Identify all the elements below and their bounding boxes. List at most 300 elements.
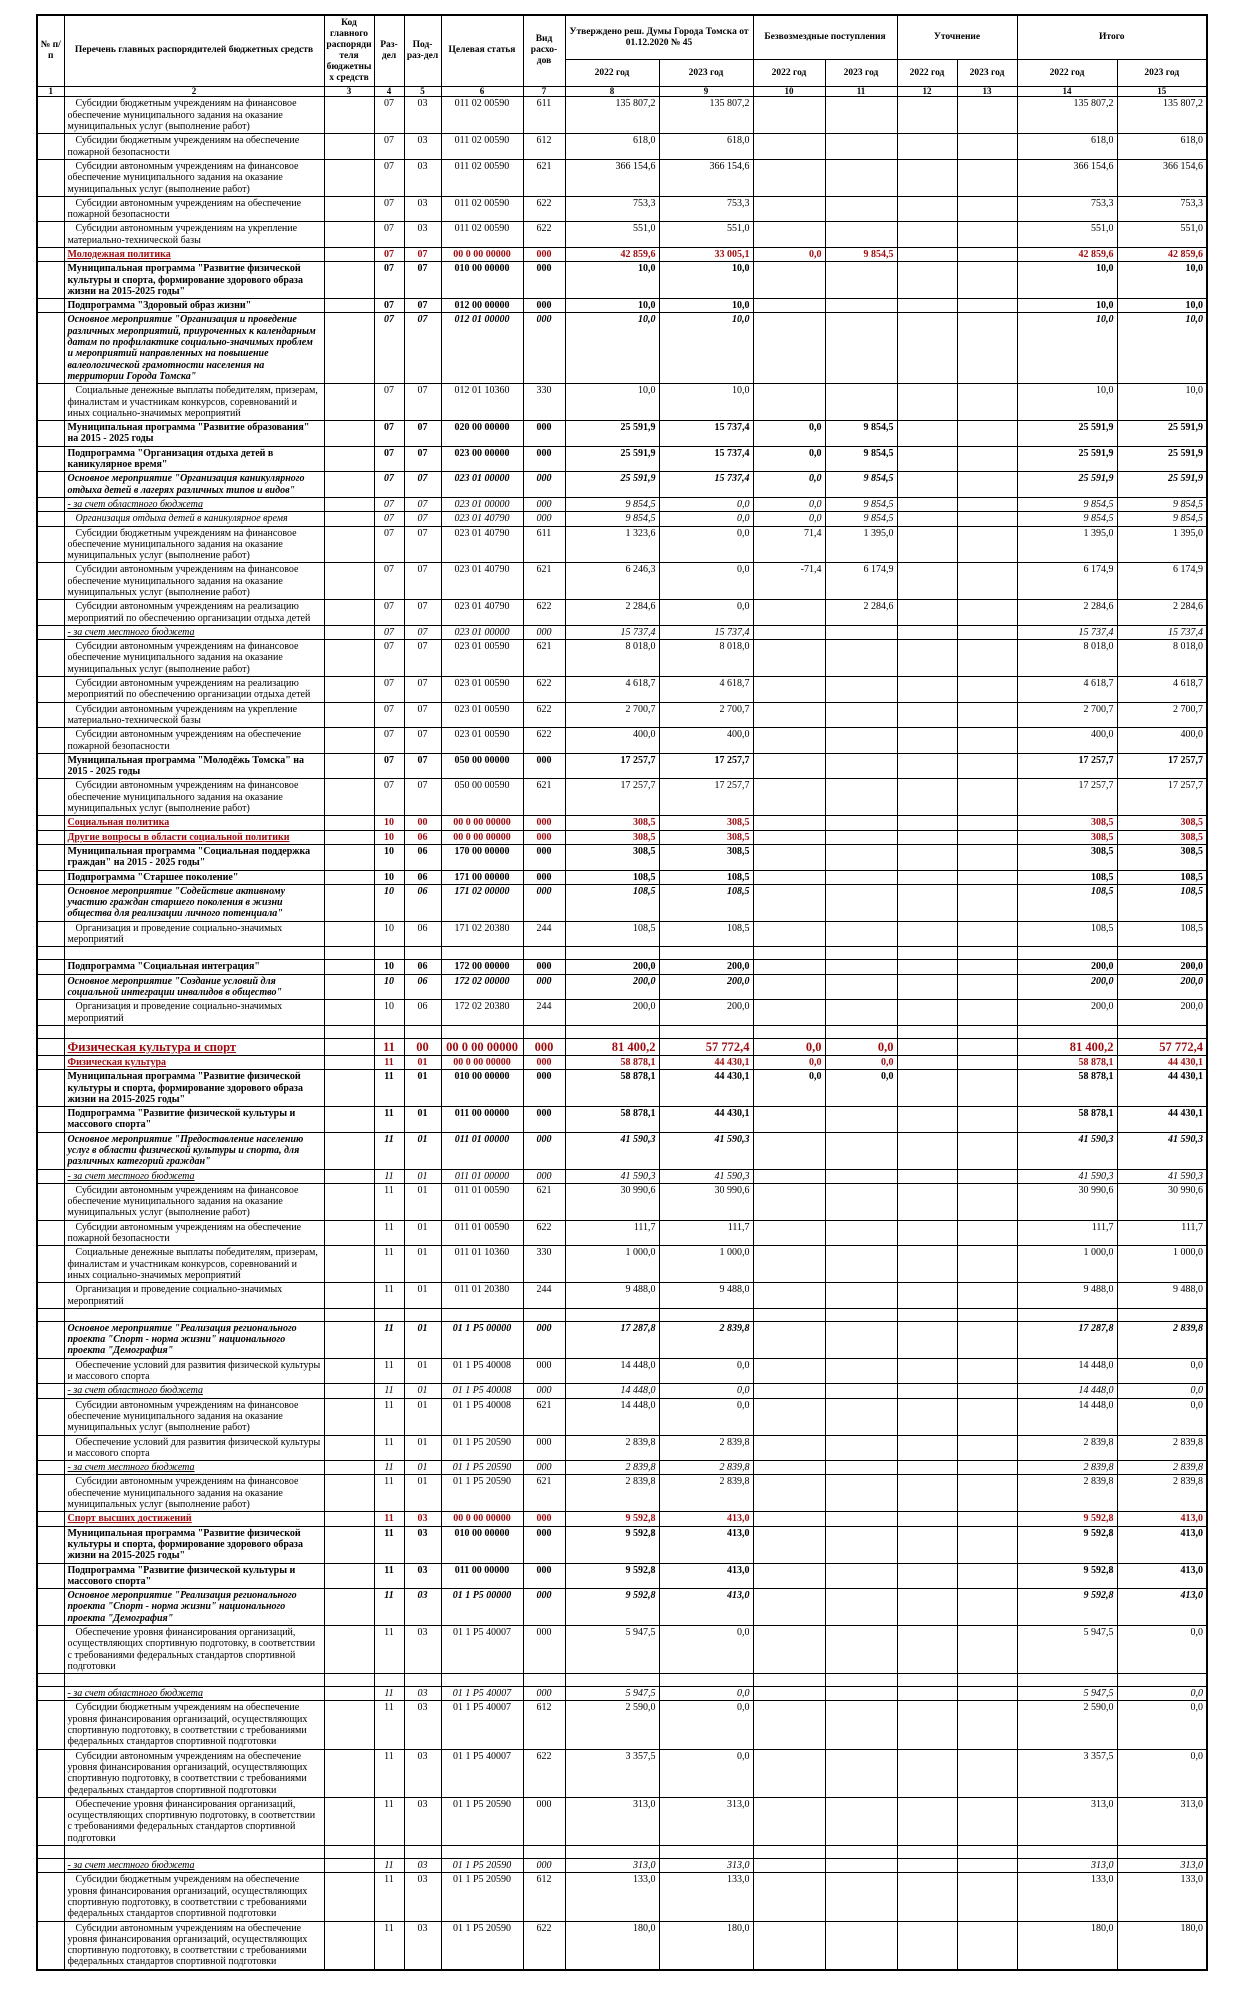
total-2022-value: 10,0: [1017, 384, 1117, 421]
row-number-cell: [37, 1461, 64, 1475]
total-2022-value: 5 947,5: [1017, 1625, 1117, 1673]
adjust-2022-value: [897, 1859, 957, 1873]
target-article-code: 023 01 40790: [441, 512, 523, 526]
grants-2022-value: [753, 702, 825, 728]
adjust-2023-value: [957, 816, 1017, 830]
grants-2022-value: 71,4: [753, 526, 825, 563]
grbs-code-cell: [324, 1674, 374, 1687]
grbs-code-cell: [324, 702, 374, 728]
grants-2023-value: [825, 1512, 897, 1526]
row-label: Субсидии автономным учреждениям на финансовое обеспечение муниципального задания на оказание муниципальных услуг (выполнение работ): [64, 159, 324, 196]
podrazdel-code: 07: [404, 526, 441, 563]
expense-type-code: 000: [523, 1461, 565, 1475]
target-article-code: 011 01 00000: [441, 1132, 523, 1169]
total-2022-value: 10,0: [1017, 262, 1117, 299]
grants-2022-value: [753, 1687, 825, 1701]
podrazdel-code: 01: [404, 1283, 441, 1309]
table-row: [37, 830, 1207, 844]
total-2022-value: 108,5: [1017, 870, 1117, 884]
total-2023-value: 200,0: [1117, 974, 1207, 1000]
grants-2022-value: [753, 1358, 825, 1384]
total-2023-value: 44 430,1: [1117, 1055, 1207, 1069]
grants-2023-value: [825, 921, 897, 947]
podrazdel-code: 01: [404, 1358, 441, 1384]
adjust-2022-value: [897, 1358, 957, 1384]
grbs-code-cell: [324, 1321, 374, 1358]
expense-type-code: 621: [523, 563, 565, 600]
grbs-code-cell: [324, 1358, 374, 1384]
approved-2022-value: 9 592,8: [565, 1512, 659, 1526]
adjust-2023-value: [957, 1797, 1017, 1845]
adjust-2023-value: [957, 1749, 1017, 1797]
podrazdel-code: 03: [404, 1625, 441, 1673]
total-2023-value: 25 591,9: [1117, 446, 1207, 472]
table-row: [37, 446, 1207, 472]
approved-2023-value: 200,0: [659, 1000, 753, 1026]
expense-type-code: 000: [523, 1512, 565, 1526]
grants-2022-value: [753, 779, 825, 816]
row-label: Подпрограмма "Развитие физической культуры и массового спорта": [64, 1563, 324, 1589]
grants-2023-value: [825, 1687, 897, 1701]
total-2023-value: 413,0: [1117, 1526, 1207, 1563]
approved-2023-value: 0,0: [659, 600, 753, 626]
table-row: [37, 702, 1207, 728]
razdel-code: 07: [374, 262, 404, 299]
grants-2023-value: [825, 870, 897, 884]
podrazdel-code: 06: [404, 1000, 441, 1026]
adjust-2022-value: [897, 1475, 957, 1512]
grants-2023-value: [825, 1169, 897, 1183]
approved-2022-value: 2 700,7: [565, 702, 659, 728]
grants-2023-value: [825, 1435, 897, 1461]
adjust-2022-header: 2022 год: [897, 60, 957, 86]
target-article-code: 01 1 P5 40007: [441, 1701, 523, 1749]
expense-type-code: 621: [523, 779, 565, 816]
total-2022-value: 58 878,1: [1017, 1107, 1117, 1133]
table-row: [37, 884, 1207, 921]
adjust-2023-header: 2023 год: [957, 60, 1017, 86]
target-article-code: 010 00 00000: [441, 1526, 523, 1563]
row-label: Основное мероприятие "Создание условий для социальной интеграции инвалидов в общество": [64, 974, 324, 1000]
expense-type-code: 000: [523, 1625, 565, 1673]
approved-2023-value: 15 737,4: [659, 421, 753, 447]
podrazdel-code: 07: [404, 563, 441, 600]
razdel-code: 07: [374, 222, 404, 248]
razdel-code: 07: [374, 600, 404, 626]
grants-2023-value: [825, 159, 897, 196]
total-2023-value: 413,0: [1117, 1512, 1207, 1526]
razdel-code: 07: [374, 526, 404, 563]
adjust-2023-value: [957, 421, 1017, 447]
row-label: Физическая культура: [64, 1055, 324, 1069]
col-header-expense-type: Вид расхо-дов: [523, 15, 565, 86]
expense-type-code: 622: [523, 196, 565, 222]
total-2023-value: 753,3: [1117, 196, 1207, 222]
razdel-code: 10: [374, 870, 404, 884]
razdel-code: 07: [374, 196, 404, 222]
approved-2022-value: 81 400,2: [565, 1038, 659, 1055]
grbs-code-cell: [324, 526, 374, 563]
row-label: - за счет областного бюджета: [64, 1687, 324, 1701]
total-2023-value: 2 284,6: [1117, 600, 1207, 626]
grants-2023-value: [825, 1384, 897, 1398]
total-2023-value: 180,0: [1117, 1921, 1207, 1970]
target-article-code: 011 01 20380: [441, 1283, 523, 1309]
table-row: [37, 974, 1207, 1000]
grbs-code-cell: [324, 779, 374, 816]
razdel-code: 11: [374, 1625, 404, 1673]
razdel-code: 07: [374, 159, 404, 196]
total-2023-value: 10,0: [1117, 262, 1207, 299]
total-2023-value: 308,5: [1117, 830, 1207, 844]
adjust-2023-value: [957, 134, 1017, 160]
row-number-cell: [37, 384, 64, 421]
podrazdel-code: 01: [404, 1220, 441, 1246]
adjust-2022-value: [897, 779, 957, 816]
expense-type-code: 330: [523, 384, 565, 421]
total-2022-value: 41 590,3: [1017, 1169, 1117, 1183]
adjust-2023-value: [957, 1398, 1017, 1435]
grbs-code-cell: [324, 1461, 374, 1475]
razdel-code: 10: [374, 960, 404, 974]
razdel-code: 07: [374, 446, 404, 472]
adjust-2023-value: [957, 446, 1017, 472]
table-row: [37, 512, 1207, 526]
expense-type-code: 000: [523, 1132, 565, 1169]
razdel-code: 07: [374, 640, 404, 677]
col-header-podrazdel: Под-раз-дел: [404, 15, 441, 86]
total-2022-value: [1017, 1308, 1117, 1321]
approved-2022-value: 200,0: [565, 1000, 659, 1026]
razdel-code: [374, 1308, 404, 1321]
approved-2023-value: 200,0: [659, 974, 753, 1000]
razdel-code: 11: [374, 1246, 404, 1283]
expense-type-code: 000: [523, 870, 565, 884]
table-row: [37, 134, 1207, 160]
table-row: [37, 1398, 1207, 1435]
adjust-2022-value: [897, 640, 957, 677]
adjust-2022-value: [897, 1398, 957, 1435]
grbs-code-cell: [324, 1526, 374, 1563]
podrazdel-code: 01: [404, 1435, 441, 1461]
razdel-code: 10: [374, 884, 404, 921]
row-label: Подпрограмма "Здоровый образ жизни": [64, 299, 324, 313]
approved-2023-value: [659, 1025, 753, 1038]
adjust-2022-value: [897, 472, 957, 498]
table-row: [37, 247, 1207, 261]
approved-2023-value: 753,3: [659, 196, 753, 222]
adjust-2022-value: [897, 421, 957, 447]
approved-2023-value: 44 430,1: [659, 1070, 753, 1107]
razdel-code: 11: [374, 1220, 404, 1246]
adjust-2022-value: [897, 446, 957, 472]
column-number: 5: [404, 86, 441, 97]
approved-2022-value: 10,0: [565, 262, 659, 299]
approved-2023-value: 10,0: [659, 299, 753, 313]
target-article-code: 023 01 40790: [441, 563, 523, 600]
grbs-code-cell: [324, 497, 374, 511]
approved-2023-value: 41 590,3: [659, 1132, 753, 1169]
table-row: [37, 1169, 1207, 1183]
approved-2023-value: 308,5: [659, 844, 753, 870]
grbs-code-cell: [324, 247, 374, 261]
grbs-code-cell: [324, 1220, 374, 1246]
total-2023-value: 57 772,4: [1117, 1038, 1207, 1055]
grbs-code-cell: [324, 1921, 374, 1970]
grants-2023-value: [825, 779, 897, 816]
target-article-code: 01 1 P5 00000: [441, 1589, 523, 1626]
podrazdel-code: 01: [404, 1384, 441, 1398]
adjust-2023-value: [957, 299, 1017, 313]
grants-2023-value: [825, 1398, 897, 1435]
razdel-code: 11: [374, 1435, 404, 1461]
table-row: [37, 497, 1207, 511]
approved-2022-value: 2 839,8: [565, 1435, 659, 1461]
row-number-cell: [37, 1169, 64, 1183]
total-2023-value: 2 839,8: [1117, 1475, 1207, 1512]
target-article-code: 011 00 00000: [441, 1107, 523, 1133]
row-label: Социальные денежные выплаты победителям, призерам, финалистам и участникам конкурсов, соревнований и иных социально-значимых мероприятий: [64, 1246, 324, 1283]
podrazdel-code: 07: [404, 472, 441, 498]
expense-type-code: 621: [523, 1475, 565, 1512]
expense-type-code: 622: [523, 1749, 565, 1797]
grants-2023-value: [825, 1859, 897, 1873]
grants-2022-value: [753, 1283, 825, 1309]
razdel-code: [374, 1846, 404, 1859]
target-article-code: 011 02 00590: [441, 159, 523, 196]
expense-type-code: 621: [523, 1183, 565, 1220]
grbs-code-cell: [324, 97, 374, 134]
column-number: 8: [565, 86, 659, 97]
total-2022-value: 9 854,5: [1017, 512, 1117, 526]
grants-2022-value: 0,0: [753, 446, 825, 472]
grants-2023-value: [825, 884, 897, 921]
grants-2023-value: [825, 974, 897, 1000]
row-number-cell: [37, 1846, 64, 1859]
approved-2022-value: 58 878,1: [565, 1055, 659, 1069]
approved-2022-value: 10,0: [565, 384, 659, 421]
column-number: 1: [37, 86, 64, 97]
approved-2022-value: 25 591,9: [565, 472, 659, 498]
total-2023-value: [1117, 1674, 1207, 1687]
table-row: [37, 1070, 1207, 1107]
spacer-row: [37, 1308, 1207, 1321]
grants-2022-value: [753, 1384, 825, 1398]
podrazdel-code: 06: [404, 830, 441, 844]
row-number-cell: [37, 1055, 64, 1069]
adjust-2022-value: [897, 222, 957, 248]
row-label: Подпрограмма "Развитие физической культуры и массового спорта": [64, 1107, 324, 1133]
row-number-cell: [37, 1283, 64, 1309]
row-number-cell: [37, 1563, 64, 1589]
approved-2023-value: 10,0: [659, 262, 753, 299]
adjust-2023-value: [957, 921, 1017, 947]
spacer-row: [37, 1674, 1207, 1687]
total-2023-value: 551,0: [1117, 222, 1207, 248]
table-row: [37, 844, 1207, 870]
target-article-code: 171 00 00000: [441, 870, 523, 884]
row-number-cell: [37, 97, 64, 134]
razdel-code: 11: [374, 1589, 404, 1626]
adjust-2023-value: [957, 1107, 1017, 1133]
row-number-cell: [37, 728, 64, 754]
grbs-code-cell: [324, 1384, 374, 1398]
adjust-2022-value: [897, 1038, 957, 1055]
row-number-cell: [37, 1526, 64, 1563]
expense-type-code: 000: [523, 1055, 565, 1069]
row-number-cell: [37, 247, 64, 261]
table-row: [37, 753, 1207, 779]
grants-2023-value: [825, 1921, 897, 1970]
row-label: Спорт высших достижений: [64, 1512, 324, 1526]
row-number-cell: [37, 1701, 64, 1749]
approved-2022-value: 9 854,5: [565, 497, 659, 511]
podrazdel-code: 03: [404, 134, 441, 160]
approved-2023-value: 413,0: [659, 1563, 753, 1589]
table-row: [37, 526, 1207, 563]
grants-2022-value: [753, 600, 825, 626]
grbs-code-cell: [324, 1169, 374, 1183]
total-2023-value: 4 618,7: [1117, 677, 1207, 703]
grbs-code-cell: [324, 1873, 374, 1921]
grants-2022-value: [753, 1859, 825, 1873]
column-number: 11: [825, 86, 897, 97]
adjust-2023-value: [957, 728, 1017, 754]
row-label: Основное мероприятие "Реализация регионального проекта "Спорт - норма жизни" национального проекта "Демография": [64, 1589, 324, 1626]
grbs-code-cell: [324, 1687, 374, 1701]
approved-2023-value: 413,0: [659, 1589, 753, 1626]
target-article-code: 010 00 00000: [441, 262, 523, 299]
razdel-code: 11: [374, 1475, 404, 1512]
razdel-code: 11: [374, 1055, 404, 1069]
total-2022-value: 14 448,0: [1017, 1384, 1117, 1398]
adjust-2022-value: [897, 526, 957, 563]
grbs-code-cell: [324, 600, 374, 626]
target-article-code: 011 01 00590: [441, 1220, 523, 1246]
adjust-2023-value: [957, 960, 1017, 974]
adjust-2022-value: [897, 1873, 957, 1921]
total-2022-value: 2 839,8: [1017, 1475, 1117, 1512]
adjust-2023-value: [957, 313, 1017, 384]
column-number: 2: [64, 86, 324, 97]
total-2023-value: 25 591,9: [1117, 472, 1207, 498]
total-2022-value: 14 448,0: [1017, 1358, 1117, 1384]
target-article-code: 012 01 10360: [441, 384, 523, 421]
expense-type-code: 330: [523, 1246, 565, 1283]
row-label: Муниципальная программа "Социальная поддержка граждан" на 2015 - 2025 годы": [64, 844, 324, 870]
podrazdel-code: 06: [404, 960, 441, 974]
total-2023-value: 9 854,5: [1117, 512, 1207, 526]
adjust-2023-value: [957, 1321, 1017, 1358]
table-row: [37, 1283, 1207, 1309]
approved-2022-value: 2 839,8: [565, 1461, 659, 1475]
razdel-code: [374, 1674, 404, 1687]
adjust-2023-value: [957, 1183, 1017, 1220]
total-2023-value: 308,5: [1117, 816, 1207, 830]
razdel-code: 10: [374, 921, 404, 947]
grants-2022-value: [753, 1625, 825, 1673]
total-2023-value: 25 591,9: [1117, 421, 1207, 447]
total-2022-value: 313,0: [1017, 1797, 1117, 1845]
podrazdel-code: 03: [404, 1797, 441, 1845]
total-2023-value: 135 807,2: [1117, 97, 1207, 134]
grants-2022-value: [753, 844, 825, 870]
adjust-2022-value: [897, 1461, 957, 1475]
grants-2023-value: [825, 844, 897, 870]
table-row: [37, 1921, 1207, 1970]
total-2022-value: 9 854,5: [1017, 497, 1117, 511]
total-2023-value: 313,0: [1117, 1859, 1207, 1873]
adjust-2022-value: [897, 1921, 957, 1970]
adjust-2022-value: [897, 921, 957, 947]
row-label: [64, 1674, 324, 1687]
grbs-code-cell: [324, 921, 374, 947]
razdel-code: 11: [374, 1512, 404, 1526]
row-label: Обеспечение условий для развития физической культуры и массового спорта: [64, 1358, 324, 1384]
adjust-2023-value: [957, 1859, 1017, 1873]
row-label: Подпрограмма "Социальная интеграция": [64, 960, 324, 974]
grants-2022-value: [753, 1563, 825, 1589]
podrazdel-code: 01: [404, 1183, 441, 1220]
row-number-cell: [37, 1384, 64, 1398]
approved-2023-value: 180,0: [659, 1921, 753, 1970]
row-number-cell: [37, 472, 64, 498]
total-2023-value: 308,5: [1117, 844, 1207, 870]
target-article-code: 01 1 P5 20590: [441, 1921, 523, 1970]
table-row: [37, 1475, 1207, 1512]
podrazdel-code: 03: [404, 222, 441, 248]
total-2023-value: [1117, 1025, 1207, 1038]
row-number-cell: [37, 313, 64, 384]
approved-2023-value: 44 430,1: [659, 1107, 753, 1133]
approved-2022-value: 41 590,3: [565, 1132, 659, 1169]
table-row: [37, 1563, 1207, 1589]
adjust-2022-value: [897, 159, 957, 196]
adjust-2023-value: [957, 884, 1017, 921]
adjust-2022-value: [897, 1025, 957, 1038]
table-row: [37, 1873, 1207, 1921]
total-2023-value: 1 395,0: [1117, 526, 1207, 563]
spacer-row: [37, 1025, 1207, 1038]
adjust-2022-value: [897, 497, 957, 511]
grants-2023-value: [825, 1589, 897, 1626]
approved-2023-value: 0,0: [659, 1701, 753, 1749]
razdel-code: 07: [374, 421, 404, 447]
grants-2022-value: [753, 974, 825, 1000]
podrazdel-code: 07: [404, 600, 441, 626]
column-number: 12: [897, 86, 957, 97]
approved-2022-value: 9 854,5: [565, 512, 659, 526]
table-row: [37, 1358, 1207, 1384]
expense-type-code: 000: [523, 497, 565, 511]
total-2022-value: 25 591,9: [1017, 421, 1117, 447]
total-2022-value: 9 592,8: [1017, 1589, 1117, 1626]
razdel-code: 10: [374, 974, 404, 1000]
razdel-code: 07: [374, 677, 404, 703]
grants-2023-value: 1 395,0: [825, 526, 897, 563]
approved-2023-value: 0,0: [659, 497, 753, 511]
approved-2022-value: 17 287,8: [565, 1321, 659, 1358]
expense-type-code: 000: [523, 1797, 565, 1845]
adjust-2022-value: [897, 728, 957, 754]
total-2022-value: 200,0: [1017, 960, 1117, 974]
adjust-2022-value: [897, 196, 957, 222]
grants-2022-value: 0,0: [753, 472, 825, 498]
grants-2022-value: [753, 299, 825, 313]
grants-2022-value: 0,0: [753, 421, 825, 447]
razdel-code: 11: [374, 1358, 404, 1384]
total-2023-value: 15 737,4: [1117, 625, 1207, 639]
